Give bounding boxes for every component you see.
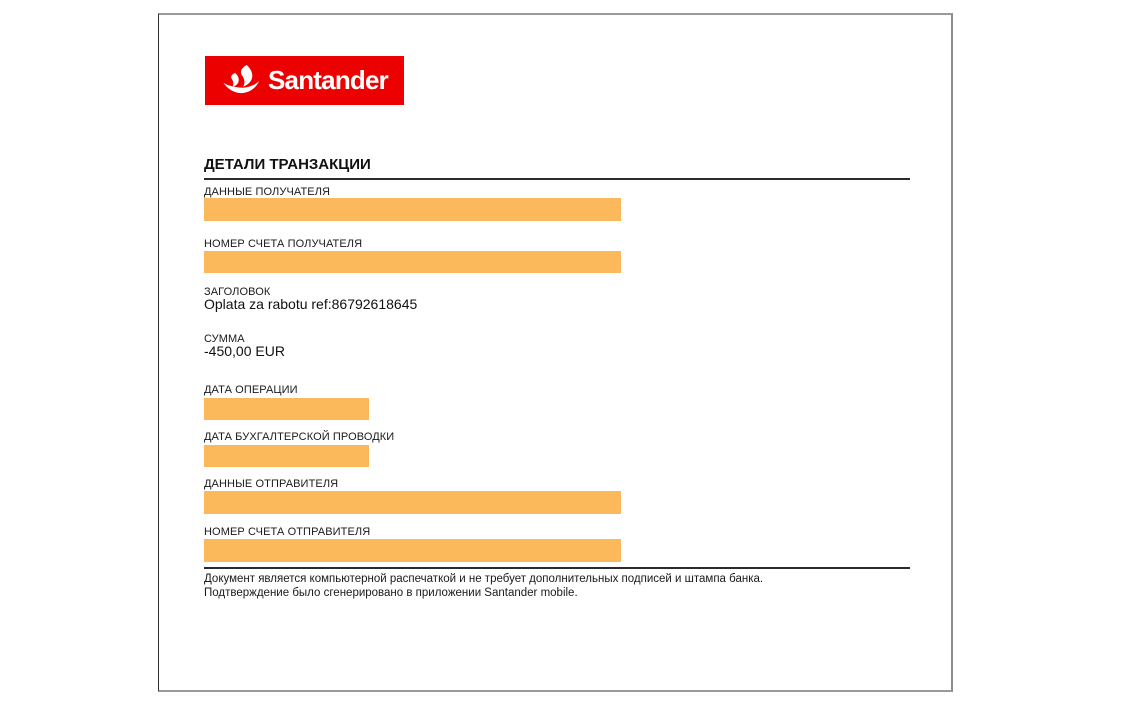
- field-label-posting-date: ДАТА БУХГАЛТЕРСКОЙ ПРОВОДКИ: [204, 431, 395, 443]
- document-page: [158, 13, 953, 692]
- santander-flame-icon: [221, 64, 261, 98]
- redacted-value-operation-date: [204, 398, 369, 420]
- field-label-recipient-account: НОМЕР СЧЕТА ПОЛУЧАТЕЛЯ: [204, 238, 363, 250]
- redacted-value-posting-date: [204, 445, 369, 467]
- redacted-value-recipient-data: [204, 198, 621, 221]
- field-label-sender-account: НОМЕР СЧЕТА ОТПРАВИТЕЛЯ: [204, 526, 371, 538]
- field-label-recipient-data: ДАННЫЕ ПОЛУЧАТЕЛЯ: [204, 186, 331, 198]
- footer-disclaimer-line-1: Документ является компьютерной распечаткой и не требует дополнительных подписей и штампа банка.: [204, 573, 764, 585]
- redacted-value-recipient-account: [204, 251, 621, 273]
- redacted-value-sender-data: [204, 491, 621, 514]
- section-title: ДЕТАЛИ ТРАНЗАКЦИИ: [204, 157, 910, 180]
- footer-disclaimer-line-2: Подтверждение было сгенерировано в приложении Santander mobile.: [204, 587, 578, 599]
- santander-logo: [205, 56, 404, 105]
- field-label-title: ЗАГОЛОВОК: [204, 286, 271, 298]
- field-label-sender-data: ДАННЫЕ ОТПРАВИТЕЛЯ: [204, 478, 339, 490]
- field-value-amount: -450,00 EUR: [204, 343, 285, 359]
- field-label-operation-date: ДАТА ОПЕРАЦИИ: [204, 384, 298, 396]
- field-label-amount: СУММА: [204, 333, 245, 345]
- santander-wordmark: Santander: [268, 64, 388, 95]
- redacted-value-sender-account: [204, 539, 621, 562]
- field-value-title: Oplata za rabotu ref:86792618645: [204, 296, 418, 312]
- footer-divider: [204, 567, 910, 569]
